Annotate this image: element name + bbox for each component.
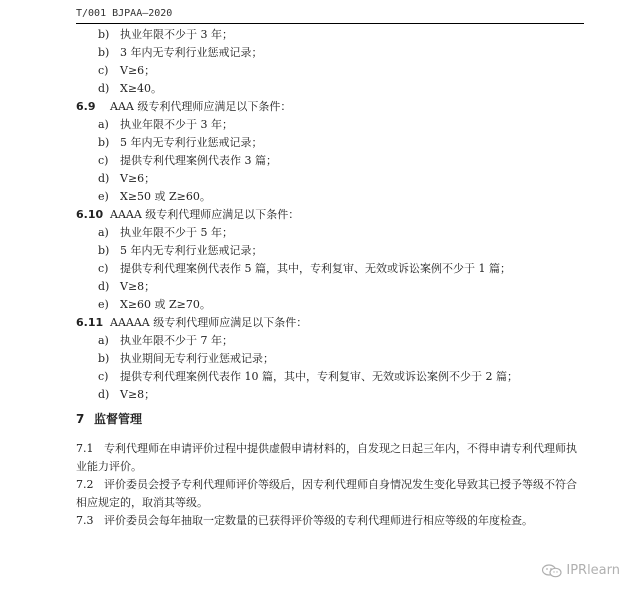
item-letter: b): [98, 28, 110, 41]
item-text: V≥8；: [120, 280, 156, 293]
item-letter: b): [98, 46, 110, 59]
paragraph: [76, 476, 584, 512]
item-letter: a): [98, 226, 109, 239]
clause-number: 6.11: [76, 316, 104, 329]
item-letter: e): [98, 298, 109, 311]
paragraph-number: 7.1: [76, 442, 94, 455]
item-text: 5 年内无专利行业惩戒记录；: [120, 244, 263, 257]
item-letter: b): [98, 244, 110, 257]
item-letter: a): [98, 334, 109, 347]
paragraph-number: 7.2: [76, 478, 94, 491]
paragraph-number: 7.3: [76, 514, 94, 527]
item-text: V≥8；: [120, 388, 156, 401]
clause-title: AAAA 级专利代理师应满足以下条件：: [110, 208, 300, 221]
document-header: T/001 BJPAA—2020: [76, 8, 173, 19]
paragraph-text: 评价委员会授予专利代理师评价等级后，因专利代理师自身情况发生变化导致其已授予等级不符合相应规定的，取消其等级。: [76, 478, 577, 509]
item-text: X≥50 或 Z≥60。: [120, 190, 211, 203]
item-text: 3 年内无专利行业惩戒记录；: [120, 46, 263, 59]
item-letter: b): [98, 136, 110, 149]
item-letter: c): [98, 154, 109, 167]
item-letter: e): [98, 190, 109, 203]
item-letter: d): [98, 388, 110, 401]
item-text: 执业年限不少于 3 年；: [120, 118, 233, 131]
item-text: 执业期间无专利行业惩戒记录；: [120, 352, 274, 365]
item-letter: c): [98, 262, 109, 275]
paragraph: [76, 512, 584, 530]
clause-number: 6.10: [76, 208, 104, 221]
item-letter: b): [98, 352, 110, 365]
section-number: 7: [76, 412, 85, 426]
watermark-text: IPRlearn: [566, 563, 620, 578]
paragraph-text: 专利代理师在申请评价过程中提供虚假申请材料的，自发现之日起三年内，不得申请专利代理师执业能力评价。: [76, 442, 577, 473]
clause-number: 6.9: [76, 100, 96, 113]
item-text: 提供专利代理案例代表作 10 篇，其中，专利复审、无效或诉讼案例不少于 2 篇；: [120, 370, 518, 383]
section-title-text: 监督管理: [94, 412, 143, 426]
header-rule: [76, 23, 584, 24]
paragraph-text: 评价委员会每年抽取一定数量的已获得评价等级的专利代理师进行相应等级的年度检查。: [104, 514, 533, 527]
item-letter: d): [98, 172, 110, 185]
clause-title: AAA 级专利代理师应满足以下条件：: [110, 100, 292, 113]
item-letter: a): [98, 118, 109, 131]
item-text: 执业年限不少于 3 年；: [120, 28, 233, 41]
item-text: 执业年限不少于 5 年；: [120, 226, 233, 239]
item-letter: c): [98, 370, 109, 383]
item-text: X≥60 或 Z≥70。: [120, 298, 211, 311]
watermark: [542, 563, 620, 578]
section-title: [76, 410, 142, 427]
item-letter: c): [98, 64, 109, 77]
paragraph: [76, 440, 584, 476]
item-letter: d): [98, 280, 110, 293]
item-text: V≥6；: [120, 172, 156, 185]
wechat-icon: [542, 564, 562, 578]
item-text: 执业年限不少于 7 年；: [120, 334, 233, 347]
item-letter: d): [98, 82, 110, 95]
item-text: X≥40。: [120, 82, 163, 95]
clause-title: AAAAA 级专利代理师应满足以下条件：: [110, 316, 308, 329]
item-text: 提供专利代理案例代表作 5 篇，其中，专利复审、无效或诉讼案例不少于 1 篇；: [120, 262, 511, 275]
item-text: V≥6；: [120, 64, 156, 77]
item-text: 提供专利代理案例代表作 3 篇；: [120, 154, 277, 167]
item-text: 5 年内无专利行业惩戒记录；: [120, 136, 263, 149]
